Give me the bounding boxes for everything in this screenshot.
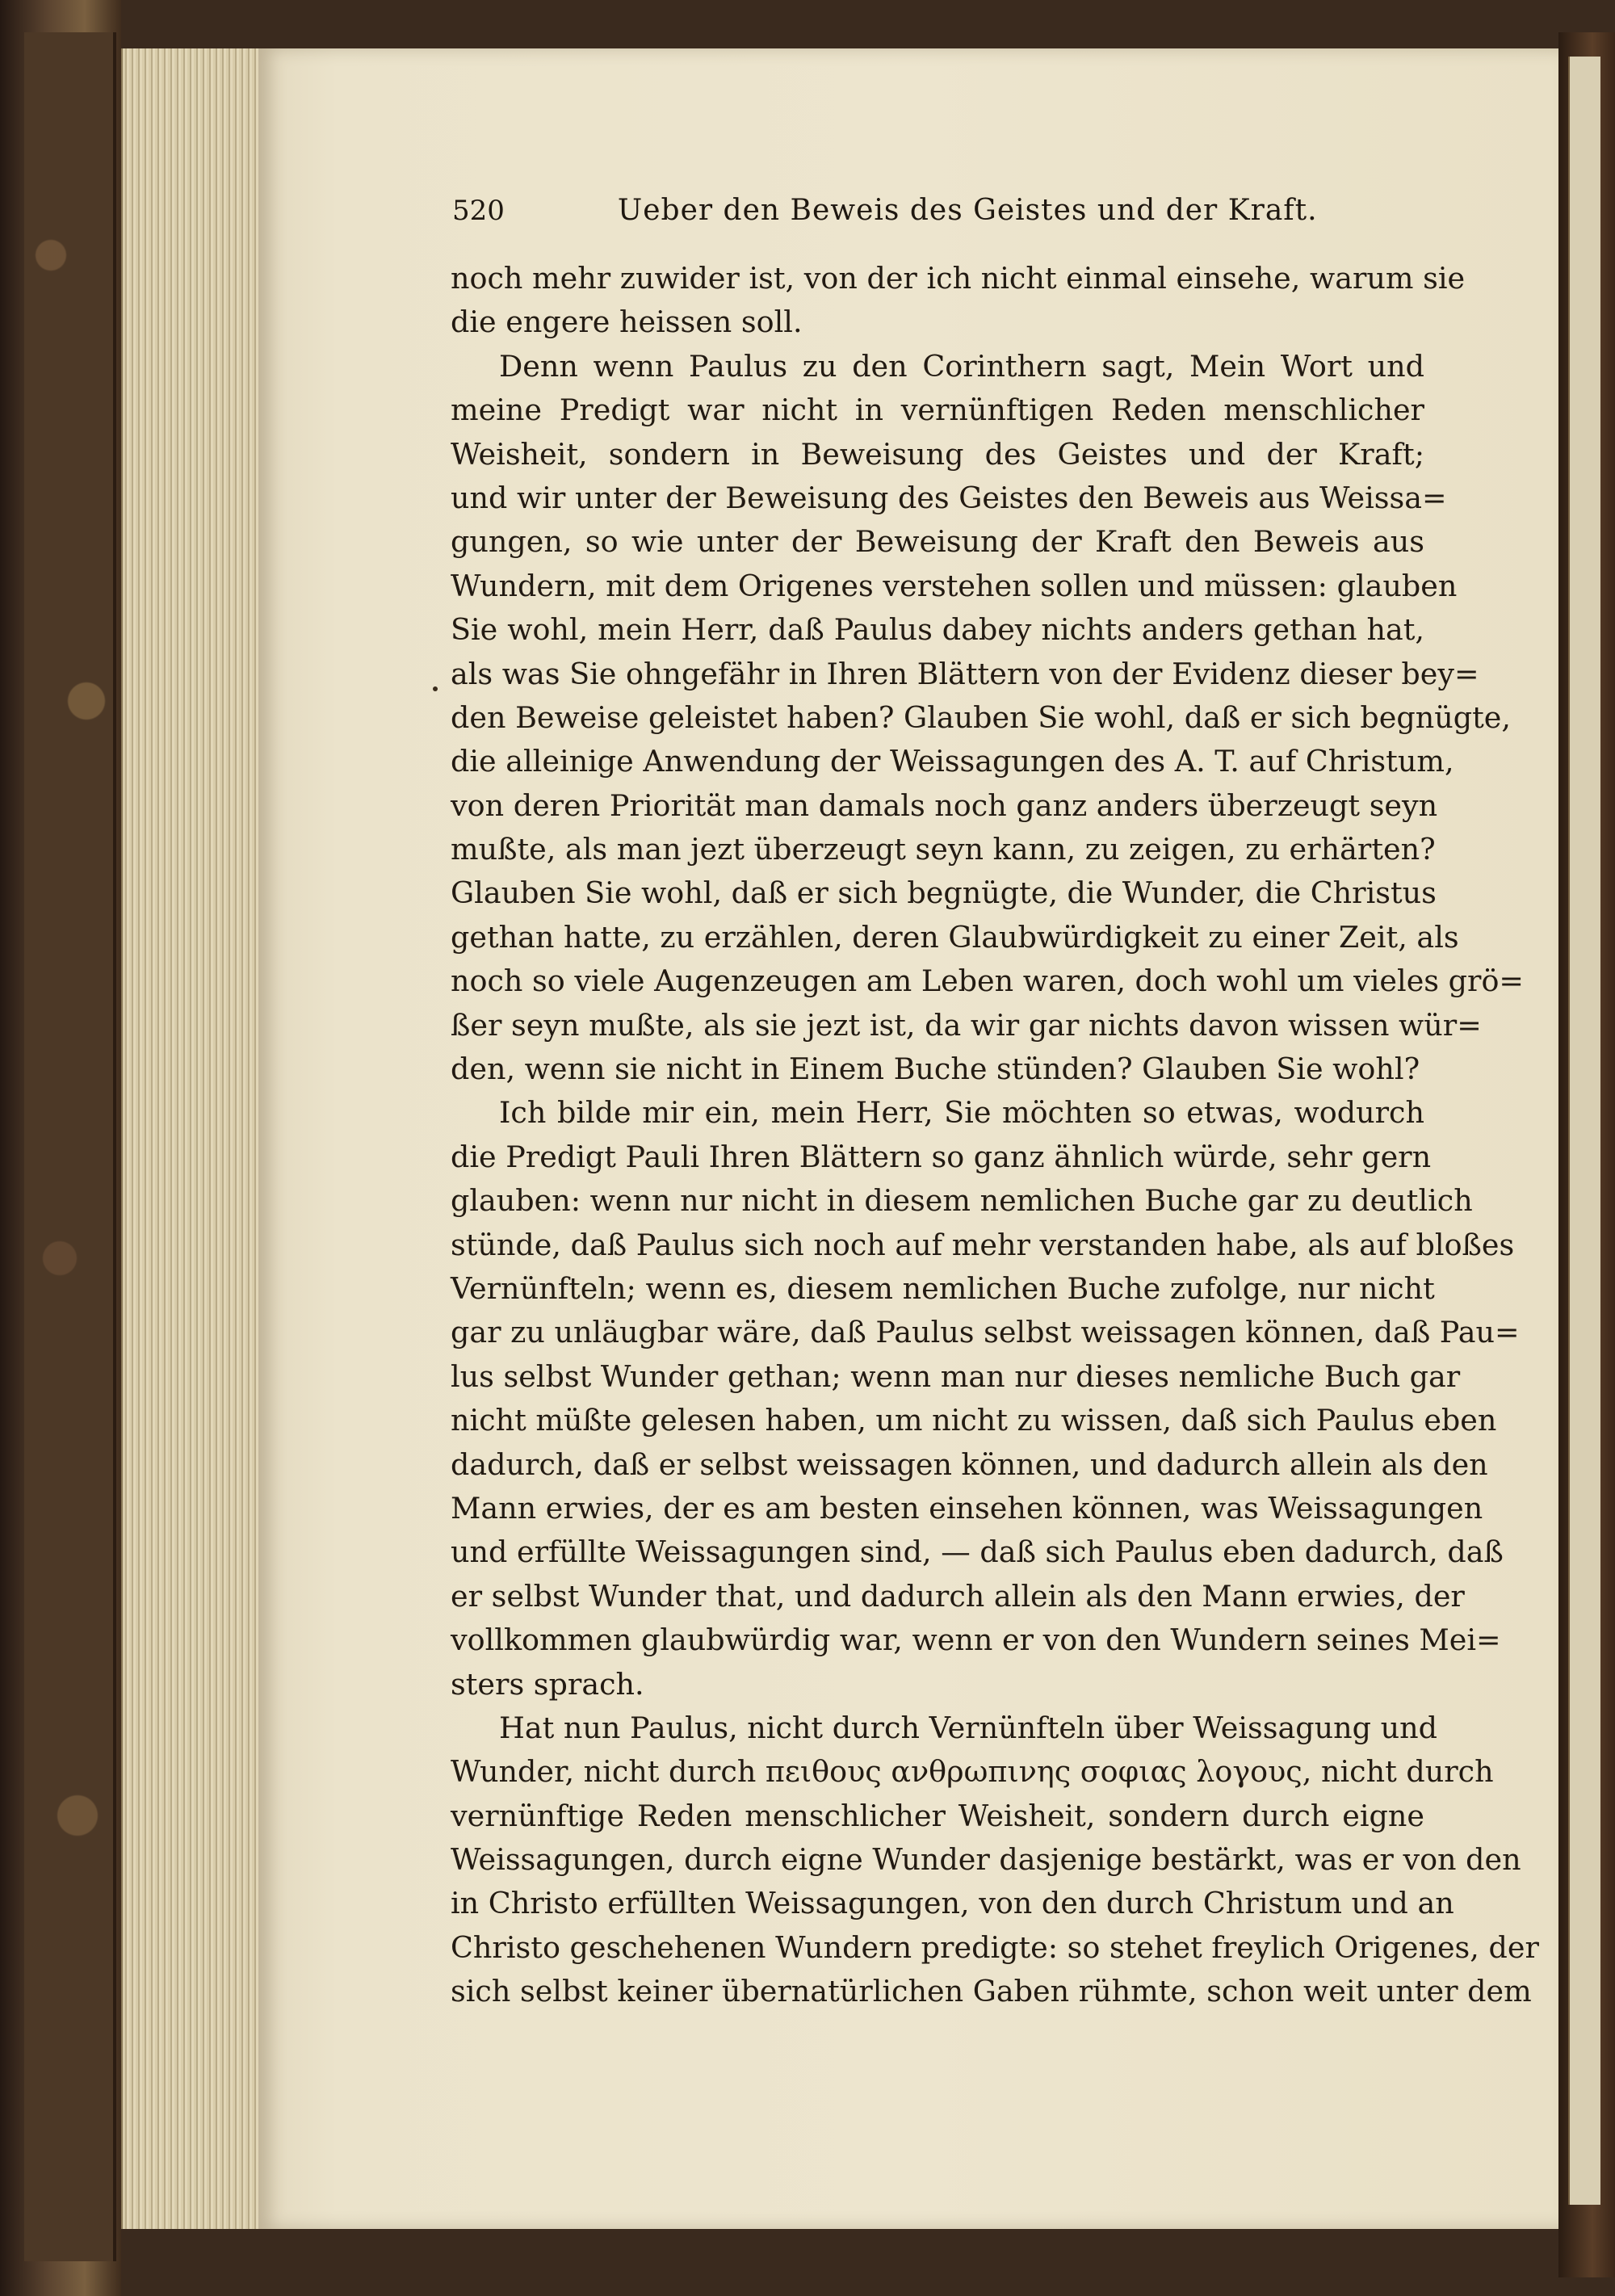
page-header	[452, 194, 1437, 242]
text-line: er selbst Wunder that, und dadurch allein als den Mann erwies, der	[451, 1578, 1465, 1614]
text-line: Christo geschehenen Wundern predigte: so stehet freylich Origenes, der	[451, 1929, 1539, 1965]
page-number: 520	[452, 195, 505, 227]
text-line: und wir unter der Beweisung des Geistes den Beweis aus Weissa=	[451, 480, 1447, 515]
text-line: nicht müßte gelesen haben, um nicht zu wissen, daß sich Paulus eben	[451, 1403, 1497, 1438]
text-line: vernünftige Reden menschlicher Weisheit, sondern durch eigne	[451, 1798, 1424, 1833]
text-line: Glauben Sie wohl, daß er sich begnügte, die Wunder, die Christus	[451, 875, 1437, 911]
margin-dot	[433, 686, 438, 691]
running-head: Ueber den Beweis des Geistes und der Kraft.	[617, 194, 1318, 227]
text-line: die engere heissen soll.	[451, 304, 803, 340]
text-line: gar zu unläugbar wäre, daß Paulus selbst weissagen können, daß Pau=	[451, 1315, 1520, 1350]
page-edges	[121, 48, 260, 2229]
text-line: ßer seyn mußte, als sie jezt ist, da wir gar nichts davon wissen wür=	[451, 1007, 1482, 1043]
text-line: Vernünfteln; wenn es, diesem nemlichen Buche zufolge, nur nicht	[451, 1270, 1435, 1306]
facing-page-edge	[1568, 57, 1600, 2205]
text-line: noch mehr zuwider ist, von der ich nicht einmal einsehe, warum sie	[451, 261, 1466, 296]
text-line: gethan hatte, zu erzählen, deren Glaubwürdigkeit zu einer Zeit, als	[451, 919, 1459, 955]
text-line: sich selbst keiner übernatürlichen Gaben rühmte, schon weit unter dem	[451, 1974, 1532, 2009]
text-line: Wundern, mit dem Origenes verstehen sollen und müssen: glauben	[451, 568, 1458, 603]
text-line: als was Sie ohngefähr in Ihren Blättern von der Evidenz dieser bey=	[451, 656, 1479, 691]
text-line: Sie wohl, mein Herr, daß Paulus dabey nichts anders gethan hat,	[451, 612, 1424, 648]
text-line: noch so viele Augenzeugen am Leben waren, doch wohl um vieles grö=	[451, 963, 1525, 999]
text-line: gungen, so wie unter der Beweisung der Kraft den Beweis aus	[451, 524, 1424, 560]
text-line: sters sprach.	[451, 1666, 644, 1702]
text-line: Hat nun Paulus, nicht durch Vernünfteln über Weissagung und	[499, 1710, 1437, 1745]
text-line: stünde, daß Paulus sich noch auf mehr verstanden habe, als auf bloßes	[451, 1227, 1515, 1262]
text-line: in Christo erfüllten Weissagungen, von den durch Christum und an	[451, 1886, 1454, 1921]
text-line: Denn wenn Paulus zu den Corinthern sagt, Mein Wort und	[499, 348, 1424, 384]
text-line: Ich bilde mir ein, mein Herr, Sie möchten so etwas, wodurch	[499, 1095, 1424, 1131]
text-line: Wunder, nicht durch πειθους ανθρωπινης σοφιας λογους, nicht durch	[451, 1754, 1494, 1790]
text-line: von deren Priorität man damals noch ganz anders überzeugt seyn	[451, 787, 1438, 823]
text-line: die alleinige Anwendung der Weissagungen des A. T. auf Christum,	[451, 744, 1454, 779]
text-line: Weissagungen, durch eigne Wunder dasjenige bestärkt, was er von den	[451, 1842, 1521, 1878]
text-line: mußte, als man jezt überzeugt seyn kann, zu zeigen, zu erhärten?	[451, 832, 1436, 867]
marbled-cover	[24, 32, 116, 2261]
text-line: Weisheit, sondern in Beweisung des Geistes und der Kraft;	[451, 436, 1424, 472]
body-text	[451, 257, 1539, 2014]
text-line: Mann erwies, der es am besten einsehen können, was Weissagungen	[451, 1490, 1483, 1526]
text-line: den Beweise geleistet haben? Glauben Sie wohl, daß er sich begnügte,	[451, 699, 1512, 735]
text-line: lus selbst Wunder gethan; wenn man nur dieses nemliche Buch gar	[451, 1358, 1461, 1394]
text-line: vollkommen glaubwürdig war, wenn er von den Wundern seines Mei=	[451, 1622, 1501, 1658]
text-line: dadurch, daß er selbst weissagen können, und dadurch allein als den	[451, 1446, 1488, 1482]
text-line: den, wenn sie nicht in Einem Buche stünden? Glauben Sie wohl?	[451, 1051, 1420, 1087]
text-line: meine Predigt war nicht in vernünftigen Reden menschlicher	[451, 392, 1424, 428]
text-line: die Predigt Pauli Ihren Blättern so ganz ähnlich würde, sehr gern	[451, 1139, 1432, 1174]
text-line: glauben: wenn nur nicht in diesem nemlichen Buche gar zu deutlich	[451, 1183, 1473, 1219]
text-line: und erfüllte Weissagungen sind, — daß sich Paulus eben dadurch, daß	[451, 1534, 1504, 1570]
